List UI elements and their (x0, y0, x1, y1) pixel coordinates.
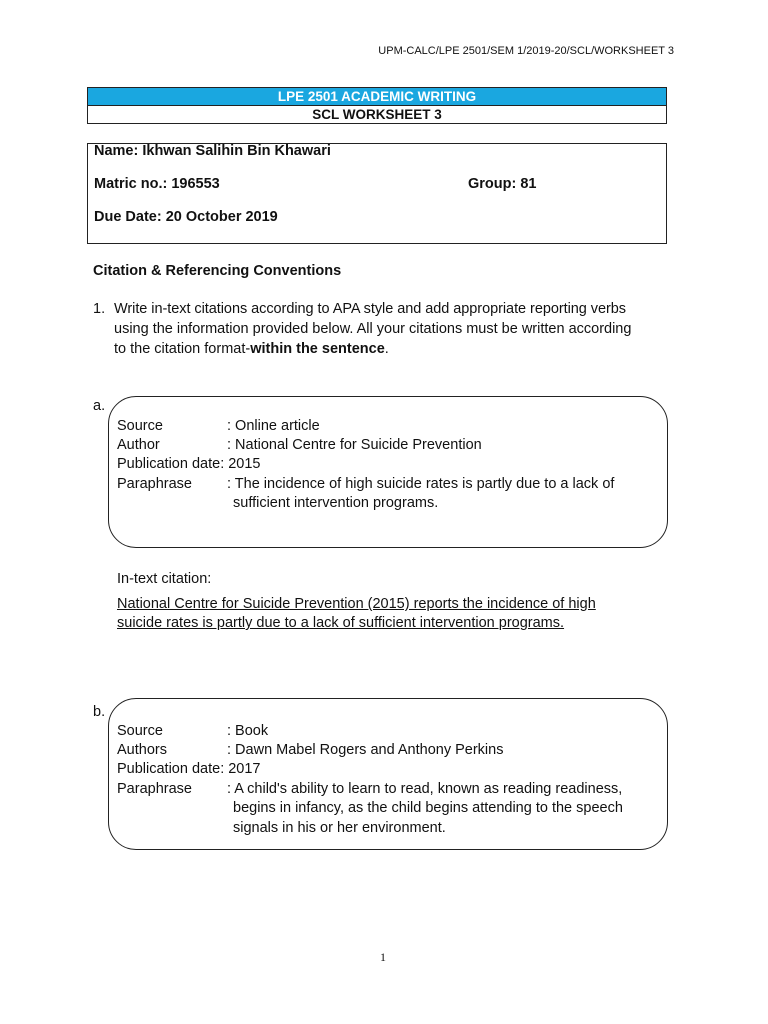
student-name: Name: Ikhwan Salihin Bin Khawari (94, 143, 331, 159)
label: Paraphrase (117, 781, 192, 797)
citation-answer-line: suicide rates is partly due to a lack of sufficient intervention programs. (117, 615, 565, 631)
label: Publication date (117, 761, 221, 777)
value: : National Centre for Suicide Prevention (227, 437, 482, 453)
author-row (117, 742, 503, 758)
question-line (114, 341, 389, 357)
question-end: . (384, 341, 389, 357)
question-text: to the citation format- (114, 341, 251, 357)
label: Source (117, 723, 163, 739)
label: Paraphrase (117, 476, 192, 492)
date-row (117, 456, 261, 472)
value: : 2017 (220, 761, 261, 777)
label: Source (117, 418, 163, 434)
item-marker-a: a. (93, 398, 106, 414)
due-date: Due Date: 20 October 2019 (94, 209, 278, 225)
course-title: LPE 2501 ACADEMIC WRITING (88, 88, 666, 106)
label: Author (117, 437, 160, 453)
title-box (87, 87, 667, 124)
label: Authors (117, 742, 167, 758)
value: : The incidence of high suicide rates is partly due to a lack of (227, 476, 615, 492)
section-title: Citation & Referencing Conventions (93, 263, 342, 279)
question-line: Write in-text citations according to APA style and add appropriate reporting verbs (114, 301, 627, 317)
running-header: UPM-CALC/LPE 2501/SEM 1/2019-20/SCL/WORKSHEET 3 (378, 45, 674, 57)
paraphrase-continued: begins in infancy, as the child begins attending to the speech (233, 800, 623, 816)
paraphrase-row (117, 781, 622, 797)
group-number: Group: 81 (468, 176, 537, 192)
value: : Online article (227, 418, 320, 434)
author-row (117, 437, 482, 453)
citation-answer-line: National Centre for Suicide Prevention (2015) reports the incidence of high (117, 596, 596, 612)
value: : Book (227, 723, 269, 739)
source-row (117, 418, 320, 434)
item-marker-b: b. (93, 704, 106, 720)
value: : A child's ability to learn to read, known as reading readiness, (227, 781, 623, 797)
label: Publication date (117, 456, 221, 472)
paraphrase-continued: sufficient intervention programs. (233, 495, 439, 511)
page-number: 1 (380, 950, 386, 964)
source-row (117, 723, 268, 739)
question-line: using the information provided below. All your citations must be written according (114, 321, 632, 337)
worksheet-title: SCL WORKSHEET 3 (312, 107, 442, 122)
value: : Dawn Mabel Rogers and Anthony Perkins (227, 742, 504, 758)
value: : 2015 (220, 456, 261, 472)
question-number: 1. (93, 301, 106, 317)
paraphrase-continued: signals in his or her environment. (233, 820, 446, 836)
date-row (117, 761, 261, 777)
paraphrase-row (117, 476, 614, 492)
matric-number: Matric no.: 196553 (94, 176, 220, 192)
citation-label: In-text citation: (117, 571, 212, 587)
question-emphasis: within the sentence (250, 341, 385, 357)
